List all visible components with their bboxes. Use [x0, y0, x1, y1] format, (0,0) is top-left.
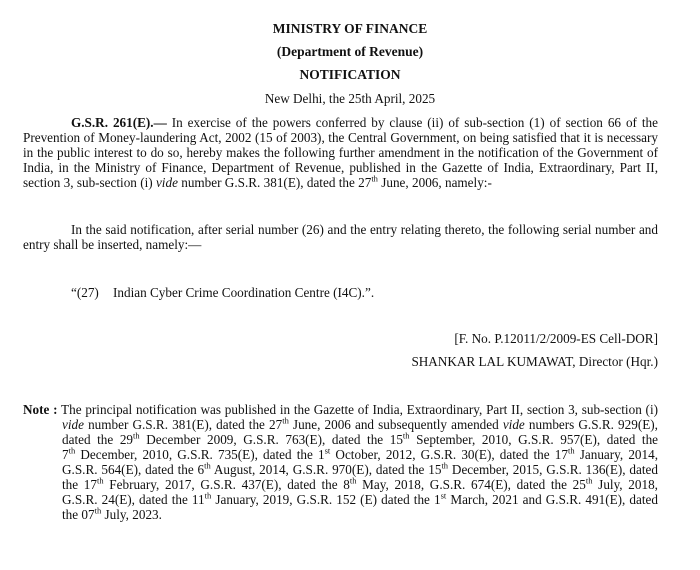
place-date: New Delhi, the 25th April, 2025: [264, 91, 436, 106]
para1-line1: [71, 115, 658, 130]
note-line7-c: March, 2021 and G.S.R. 491(E), dated: [446, 492, 658, 507]
note-line3-a: dated the 29: [62, 432, 134, 447]
note-line5-sup1: th: [204, 460, 211, 471]
note-line7: [62, 492, 658, 507]
note-line2-a: number G.S.R. 381(E), dated the 27: [83, 417, 283, 432]
para1-line5-a: section 3, sub-section (i): [23, 175, 156, 190]
ministry-heading: MINISTRY OF FINANCE: [272, 21, 428, 36]
note-line5-a: G.S.R. 564(E), dated the 6: [62, 462, 205, 477]
note-line3-c: September, 2010, G.S.R. 957(E), dated the: [409, 432, 659, 447]
para1-line1-text: In exercise of the powers conferred by clause (ii) of sub-section (1) of section 66 of the: [166, 115, 658, 130]
note-line6-d: July, 2018,: [592, 477, 658, 492]
note-line5-b: August, 2014, G.S.R. 970(E), dated the 15: [210, 462, 442, 477]
note-line7-a: G.S.R. 24(E), dated the 11: [62, 492, 205, 507]
para1-line5-c: June, 2006, namely:-: [377, 175, 492, 190]
note-line4-c: October, 2012, G.S.R. 30(E), dated the 17: [330, 447, 568, 462]
note-line4-sup2: st: [324, 445, 331, 456]
note-line5-sup2: th: [441, 460, 449, 471]
note-line5-c: December, 2015, G.S.R. 136(E), dated: [448, 462, 658, 477]
para1-line5-b: number G.S.R. 381(E), dated the 27: [177, 175, 372, 190]
note-line8-b: July, 2023.: [101, 507, 162, 522]
note-line4: [62, 447, 658, 462]
notification-heading: NOTIFICATION: [299, 67, 401, 82]
note-line7-sup1: th: [204, 490, 212, 501]
note-line8-sup1: th: [94, 505, 102, 516]
para1-line4: India, in the Ministry of Finance, Department of Revenue, published in the Gazette of India, Extraordinary, Part II,: [23, 160, 658, 175]
para1-sup: th: [371, 173, 378, 184]
note-line3-b: December 2009, G.S.R. 763(E), dated the 15: [139, 432, 403, 447]
note-line6-sup1: th: [96, 475, 104, 486]
note-line6-a: the 17: [62, 477, 97, 492]
para1-line2: Prevention of Money-laundering Act, 2002 (15 of 2003), the Central Government, on being satisfied that it is necessary: [23, 130, 658, 145]
note-line5: [62, 462, 658, 477]
note-line4-sup3: th: [567, 445, 575, 456]
note-line6-b: February, 2017, G.S.R. 437(E), dated the 8: [103, 477, 350, 492]
note-line6-sup2: th: [349, 475, 357, 486]
entry-text: Indian Cyber Crime Coordination Centre (I4C).”.: [113, 285, 375, 300]
note-line8-a: the 07: [62, 507, 95, 522]
note-line1: [23, 402, 658, 417]
file-number: [F. No. P.12011/2/2009-ES Cell-DOR]: [454, 331, 658, 346]
note-label: Note :: [23, 402, 58, 417]
department-heading: (Department of Revenue): [276, 44, 424, 59]
note-line1-text: The principal notification was published in the Gazette of India, Extraordinary, Part II, section 3, sub-section (i): [57, 402, 658, 417]
note-line2: [62, 417, 658, 432]
para2-line1: In the said notification, after serial number (26) and the entry relating thereto, the following serial number and: [71, 222, 658, 237]
para1-line5: [23, 175, 492, 190]
note-line6: [62, 477, 658, 492]
note-line8: [62, 507, 162, 522]
note-line4-d: January, 2014,: [574, 447, 659, 462]
note-line4-sup1: th: [68, 445, 76, 456]
note-line3-sup2: th: [402, 430, 410, 441]
para1-line3: in the public interest to do so, hereby makes the following further amendment in the notification of the Government of: [23, 145, 658, 160]
note-line2-sup1: th: [282, 415, 289, 426]
note-line4-a: 7: [62, 447, 69, 462]
para1-vide: vide: [155, 175, 178, 190]
note-line4-b: December, 2010, G.S.R. 735(E), dated the 1: [75, 447, 325, 462]
note-vide-1: vide: [62, 417, 84, 432]
note-line3-sup1: th: [133, 430, 140, 441]
note-line6-sup3: th: [585, 475, 593, 486]
note-line2-c: numbers G.S.R. 929(E),: [524, 417, 658, 432]
note-line6-c: May, 2018, G.S.R. 674(E), dated the 25: [356, 477, 586, 492]
note-vide-2: vide: [502, 417, 525, 432]
note-line7-sup2: st: [440, 490, 447, 501]
note-line2-b: June, 2006 and subsequently amended: [288, 417, 503, 432]
note-line7-b: January, 2019, G.S.R. 152 (E) dated the 1: [211, 492, 441, 507]
entry-serial: “(27): [71, 285, 99, 300]
signatory: SHANKAR LAL KUMAWAT, Director (Hqr.): [411, 354, 658, 369]
para2-line2: entry shall be inserted, namely:—: [23, 237, 202, 252]
gsr-number: G.S.R. 261(E).—: [71, 115, 167, 130]
